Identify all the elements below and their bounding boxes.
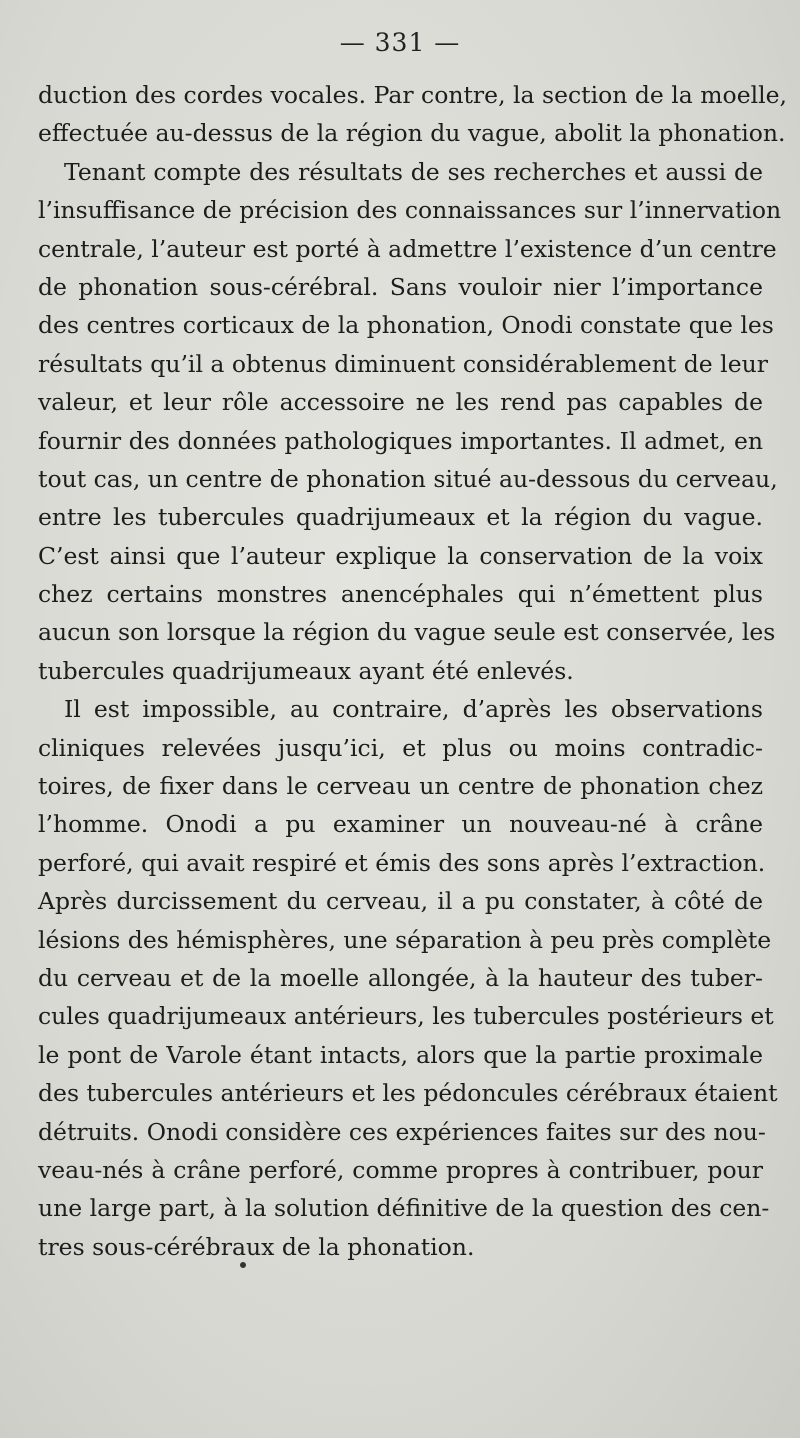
text-line: des centres corticaux de la phonation, Onodi constate que les [38, 311, 774, 340]
text-line: veau-nés à crâne perforé, comme propres à contribuer, pour [38, 1155, 763, 1184]
text-line: résultats qu’il a obtenus diminuent considérablement de leur [38, 349, 768, 378]
text-line: détruits. Onodi considère ces expériences faites sur des nou- [38, 1117, 766, 1146]
text-line: chez certains monstres anencéphales qui n’émettent plus [38, 580, 763, 609]
text-line: effectuée au-dessus de la région du vague, abolit la phonation. [38, 119, 786, 148]
text-line: aucun son lorsque la région du vague seule est conservée, les [38, 618, 776, 647]
text-line: une large part, à la solution définitive de la question des cen- [38, 1194, 770, 1223]
text-line: fournir des données pathologiques importantes. Il admet, en [38, 426, 763, 455]
text-line: cliniques relevées jusqu’ici, et plus ou moins contradic- [38, 733, 763, 762]
text-line: des tubercules antérieurs et les pédoncules cérébraux étaient [38, 1079, 778, 1108]
paragraph-end-line: tres sous-cérébraux de la phonation. [38, 1232, 475, 1261]
text-line: toires, de fixer dans le cerveau un centre de phonation chez [38, 772, 763, 801]
paragraph-end-line: tubercules quadrijumeaux ayant été enlevés. [38, 656, 574, 685]
text-line: de phonation sous-cérébral. Sans vouloir nier l’importance [38, 272, 763, 301]
text-line: cules quadrijumeaux antérieurs, les tubercules postérieurs et [38, 1002, 774, 1031]
text-line: perforé, qui avait respiré et émis des sons après l’extraction. [38, 848, 766, 877]
text-line: valeur, et leur rôle accessoire ne les rend pas capables de [38, 388, 763, 417]
paragraph-start-line: Il est impossible, au contraire, d’après les observations [64, 695, 763, 724]
text-line: l’homme. Onodi a pu examiner un nouveau-né à crâne [38, 810, 763, 839]
body-text [38, 76, 788, 1266]
page-number: — 331 — [339, 28, 461, 57]
text-line: entre les tubercules quadrijumeaux et la région du vague. [38, 503, 763, 532]
ink-dot [240, 1262, 246, 1268]
text-line: C’est ainsi que l’auteur explique la conservation de la voix [38, 541, 763, 570]
text-line: duction des cordes vocales. Par contre, la section de la moelle, [38, 81, 788, 109]
text-line: l’insuffisance de précision des connaissances sur l’innervation [38, 196, 782, 225]
text-line: du cerveau et de la moelle allongée, à la hauteur des tuber- [38, 963, 763, 992]
text-line: lésions des hémisphères, une séparation à peu près complète [38, 925, 772, 954]
text-line: Après durcissement du cerveau, il a pu constater, à côté de [38, 887, 763, 916]
text-line: tout cas, un centre de phonation situé au-dessous du cerveau, [38, 464, 778, 493]
text-line: le pont de Varole étant intacts, alors que la partie proximale [38, 1040, 763, 1069]
paragraph-start-line: Tenant compte des résultats de ses recherches et aussi de [64, 157, 763, 186]
text-line: centrale, l’auteur est porté à admettre l’existence d’un centre [38, 234, 777, 263]
